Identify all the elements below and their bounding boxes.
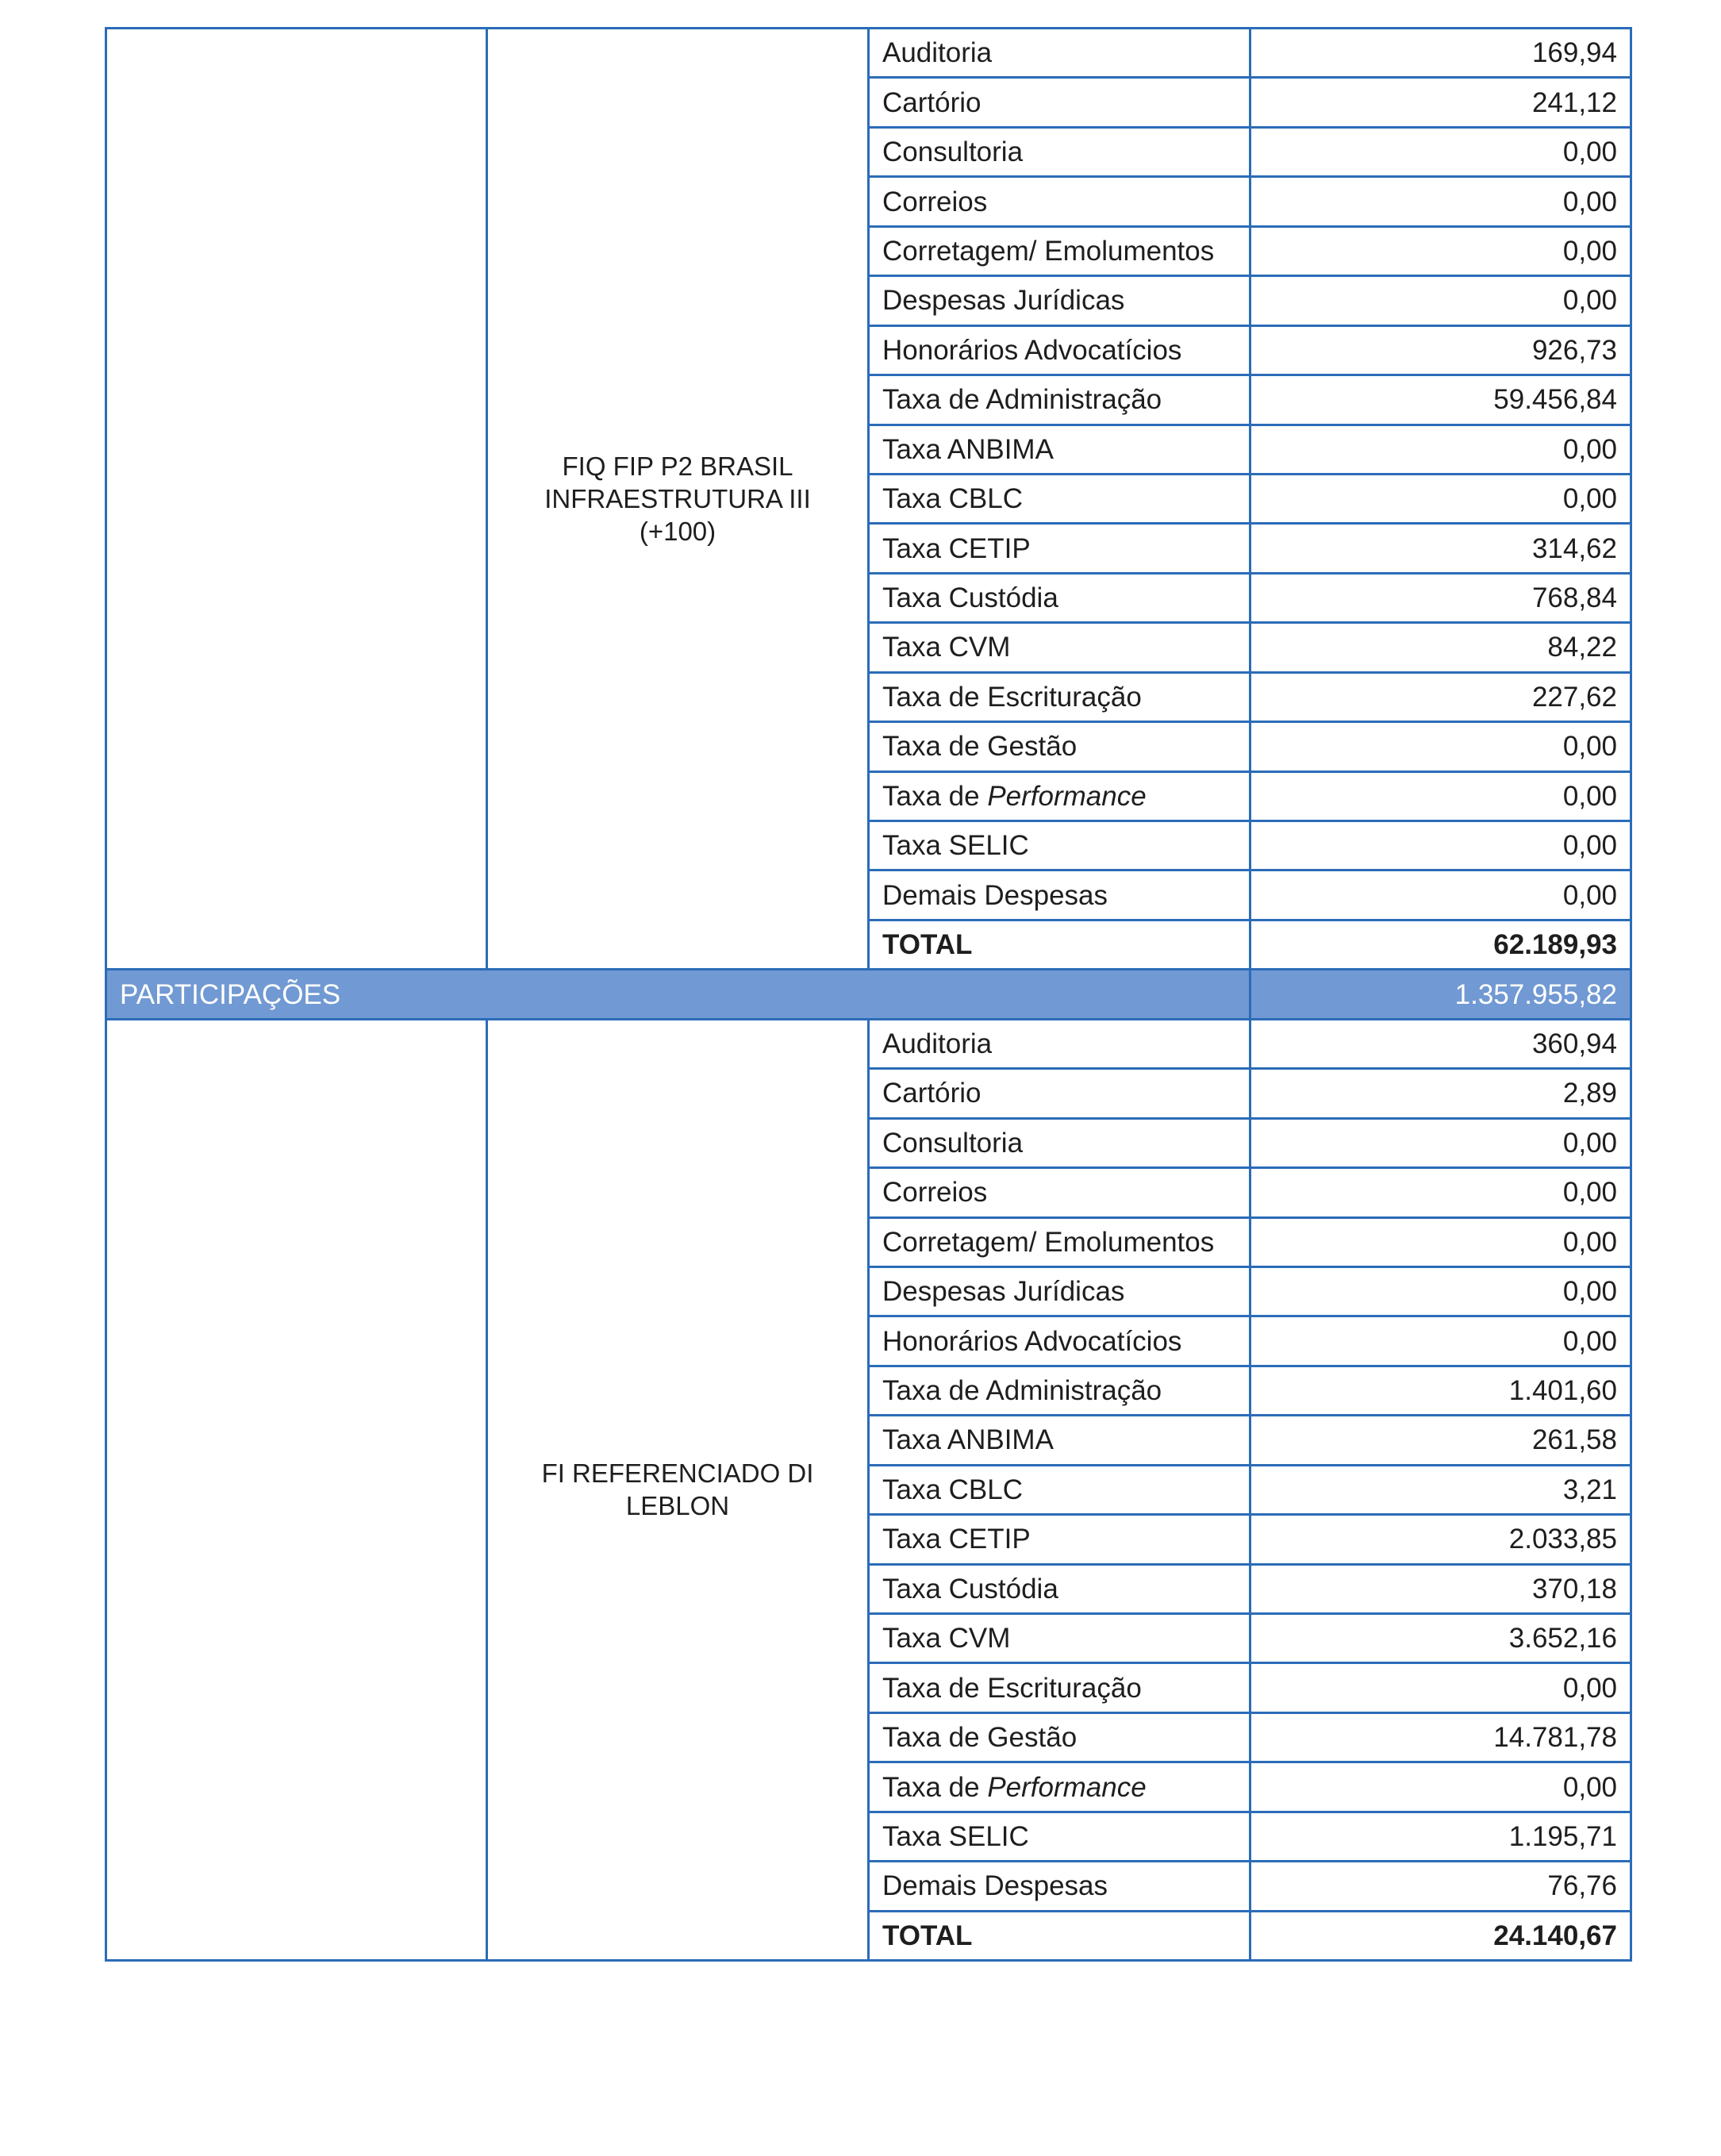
expense-value: 0,00 <box>1250 1217 1631 1266</box>
expense-label <box>869 325 1250 375</box>
expense-label-text: Taxa CETIP <box>882 1524 1031 1555</box>
expense-label-text: Taxa CETIP <box>882 532 1031 564</box>
expense-label-text: Taxa CBLC <box>882 483 1024 515</box>
expense-label-text: Correios <box>882 186 988 217</box>
fund-name-line: FIQ FIP P2 BRASIL <box>562 451 793 481</box>
expense-label <box>869 1416 1250 1465</box>
expense-label <box>869 474 1250 523</box>
expense-label <box>869 1069 1250 1118</box>
expense-label <box>869 78 1250 127</box>
expense-label-text: Taxa CVM <box>882 1623 1011 1654</box>
expense-value: 241,12 <box>1250 78 1631 127</box>
expense-value: 314,62 <box>1250 524 1631 573</box>
fund-name-cell <box>487 1019 869 1960</box>
expense-value: 76,76 <box>1250 1862 1631 1911</box>
expense-label-text: Taxa de Administração <box>882 1375 1162 1407</box>
expense-label <box>869 672 1250 721</box>
expenses-table <box>105 27 1632 1962</box>
expense-value: 2,89 <box>1250 1069 1631 1118</box>
expense-value: 1.195,71 <box>1250 1812 1631 1861</box>
expense-value: 2.033,85 <box>1250 1515 1631 1564</box>
expense-value: 1.401,60 <box>1250 1366 1631 1415</box>
expense-value: 0,00 <box>1250 177 1631 226</box>
expense-label <box>869 1019 1250 1068</box>
expense-label-text: Honorários Advocatícios <box>882 1325 1182 1357</box>
expense-value: 261,58 <box>1250 1416 1631 1465</box>
expense-label-text: Taxa de <box>882 780 988 812</box>
expense-value: 360,94 <box>1250 1019 1631 1068</box>
expense-label-text: Cartório <box>882 1078 982 1109</box>
expense-label <box>869 1712 1250 1762</box>
expense-value: 0,00 <box>1250 821 1631 870</box>
expense-label <box>869 771 1250 821</box>
expense-label <box>869 1266 1250 1316</box>
expense-label-text: Honorários Advocatícios <box>882 334 1182 366</box>
expense-value: 0,00 <box>1250 127 1631 176</box>
expense-label-text: Corretagem/ Emolumentos <box>882 235 1215 267</box>
expense-label <box>869 1762 1250 1812</box>
expense-label-text: Taxa de Gestão <box>882 1722 1078 1754</box>
expense-row <box>106 1019 1631 1068</box>
expense-label-italic: Performance <box>987 780 1147 812</box>
expense-label <box>869 29 1250 78</box>
expense-label-text: Taxa de Escrituração <box>882 1672 1142 1704</box>
section-row <box>106 970 1631 1019</box>
expense-value: 227,62 <box>1250 672 1631 721</box>
expense-label-text: Taxa Custódia <box>882 1573 1058 1605</box>
expense-value: 0,00 <box>1250 1168 1631 1217</box>
expense-label-text: Taxa de <box>882 1771 988 1803</box>
expense-label <box>869 1614 1250 1663</box>
expense-value: 14.781,78 <box>1250 1712 1631 1762</box>
total-value: 62.189,93 <box>1250 920 1631 969</box>
expense-label-text: Demais Despesas <box>882 879 1108 911</box>
expense-value: 0,00 <box>1250 226 1631 275</box>
expense-value: 0,00 <box>1250 1266 1631 1316</box>
expense-label <box>869 1812 1250 1861</box>
expense-label-text: Auditoria <box>882 1028 993 1059</box>
expense-value: 0,00 <box>1250 276 1631 325</box>
expense-value: 370,18 <box>1250 1564 1631 1613</box>
total-label: TOTAL <box>869 1911 1250 1960</box>
expense-label <box>869 375 1250 425</box>
expense-label <box>869 722 1250 771</box>
fund-name-line: INFRAESTRUTURA III (+100) <box>544 484 811 547</box>
expense-label <box>869 870 1250 920</box>
expense-label-text: Taxa ANBIMA <box>882 433 1054 465</box>
fund-name-line: FI REFERENCIADO DI LEBLON <box>541 1458 814 1521</box>
expense-label <box>869 821 1250 870</box>
expense-label-text: Auditoria <box>882 37 993 69</box>
section-value: 1.357.955,82 <box>1250 970 1631 1019</box>
expense-label-text: Consultoria <box>882 1127 1024 1159</box>
expense-label-text: Taxa Custódia <box>882 582 1058 614</box>
expense-label-text: Taxa SELIC <box>882 1820 1029 1852</box>
expense-label <box>869 623 1250 672</box>
expense-value: 84,22 <box>1250 623 1631 672</box>
expense-label <box>869 1465 1250 1514</box>
expense-label <box>869 177 1250 226</box>
expenses-table-body <box>106 29 1631 1961</box>
expense-label <box>869 276 1250 325</box>
expense-value: 0,00 <box>1250 425 1631 474</box>
section-label: PARTICIPAÇÕES <box>106 970 1250 1019</box>
expense-label-text: Taxa ANBIMA <box>882 1424 1054 1456</box>
blank-category-cell <box>106 1019 487 1960</box>
expense-label <box>869 1316 1250 1366</box>
expense-row <box>106 29 1631 78</box>
expense-label <box>869 1564 1250 1613</box>
expense-label-text: Cartório <box>882 86 982 118</box>
expense-label <box>869 573 1250 622</box>
expense-value: 768,84 <box>1250 573 1631 622</box>
expense-label-text: Correios <box>882 1177 988 1209</box>
expense-label <box>869 425 1250 474</box>
expense-label <box>869 1118 1250 1167</box>
expense-label-text: Taxa de Gestão <box>882 731 1078 763</box>
expense-value: 0,00 <box>1250 722 1631 771</box>
expense-label-italic: Performance <box>987 1771 1147 1803</box>
expense-label <box>869 1663 1250 1712</box>
expense-label-text: Despesas Jurídicas <box>882 1276 1125 1308</box>
expense-label-text: Consultoria <box>882 136 1024 168</box>
expense-label <box>869 226 1250 275</box>
expense-label <box>869 1217 1250 1266</box>
expense-value: 0,00 <box>1250 1118 1631 1167</box>
fund-name-cell <box>487 29 869 970</box>
expense-value: 0,00 <box>1250 474 1631 523</box>
expense-label <box>869 1862 1250 1911</box>
expense-label-text: Demais Despesas <box>882 1870 1108 1902</box>
expense-label <box>869 524 1250 573</box>
total-label: TOTAL <box>869 920 1250 969</box>
expense-label <box>869 1366 1250 1415</box>
expense-value: 0,00 <box>1250 1316 1631 1366</box>
expense-value: 0,00 <box>1250 1762 1631 1812</box>
expense-label-text: Corretagem/ Emolumentos <box>882 1226 1215 1258</box>
expense-label <box>869 1168 1250 1217</box>
expense-label-text: Despesas Jurídicas <box>882 285 1125 317</box>
expense-label-text: Taxa CBLC <box>882 1474 1024 1505</box>
expense-label-text: Taxa SELIC <box>882 830 1029 862</box>
expense-label <box>869 127 1250 176</box>
total-value: 24.140,67 <box>1250 1911 1631 1960</box>
expense-value: 169,94 <box>1250 29 1631 78</box>
expense-value: 0,00 <box>1250 771 1631 821</box>
blank-category-cell <box>106 29 487 970</box>
expense-label-text: Taxa de Administração <box>882 384 1162 416</box>
expense-value: 59.456,84 <box>1250 375 1631 425</box>
expense-label-text: Taxa CVM <box>882 632 1011 663</box>
expense-label <box>869 1515 1250 1564</box>
expense-label-text: Taxa de Escrituração <box>882 681 1142 713</box>
expense-value: 0,00 <box>1250 870 1631 920</box>
expense-value: 3.652,16 <box>1250 1614 1631 1663</box>
expense-value: 3,21 <box>1250 1465 1631 1514</box>
expense-value: 926,73 <box>1250 325 1631 375</box>
expense-value: 0,00 <box>1250 1663 1631 1712</box>
